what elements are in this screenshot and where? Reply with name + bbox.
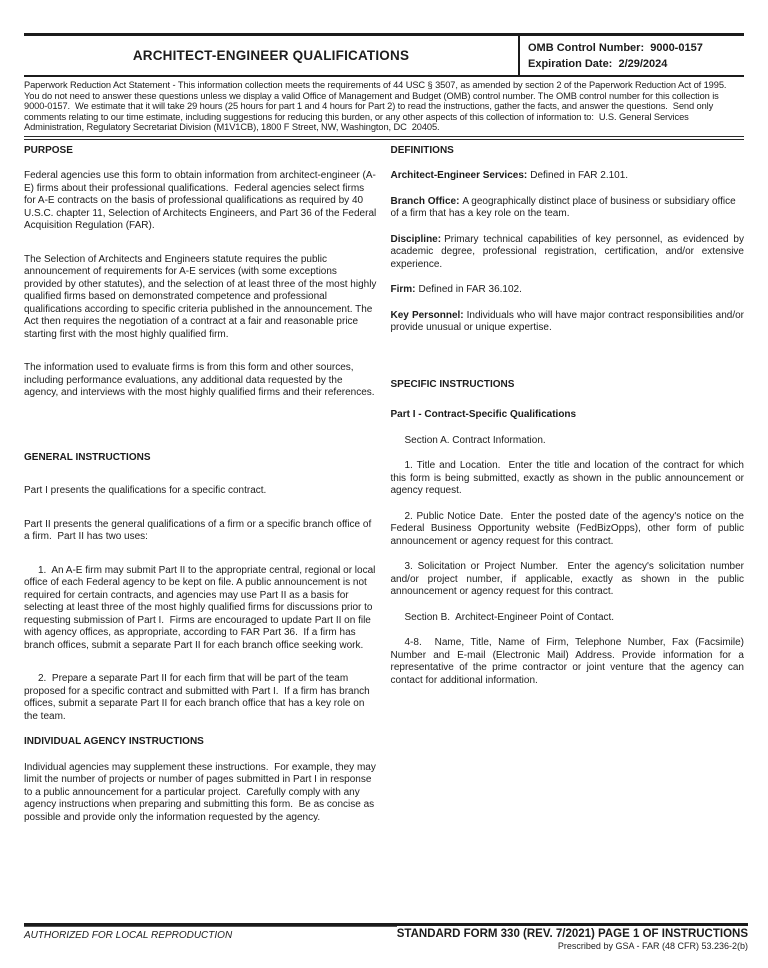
instruction-item-2: 2. Public Notice Date. Enter the posted date of the agency's notice on the Federal Business Opportunity website (FedBizOpps), other form of public announcement or agency request for this contract.	[390, 510, 747, 547]
page-footer	[24, 923, 748, 951]
instruction-item-1: 1. Title and Location. Enter the title and location of the contract for which this form is being submitted, exactly as shown in the public announcement or agency request.	[390, 460, 747, 497]
general-item-1: 1. An A-E firm may submit Part II to the appropriate central, regional or local office of each Federal agency to be kept on file. A public announcement is not required for certain contracts, and agencies may use Part II as a basis for selecting at least three of the most highly qualified firms for discussions prior to requesting submission of Part I. Firms are encouraged to update Part II on file with agency offices, as appropriate, according to FAR Part 36. If a firm has branch offices, submit a separate Part II for each branch office seeking work.	[24, 564, 379, 651]
definition-branch-office	[391, 196, 745, 221]
specific-instructions-heading: SPECIFIC INSTRUCTIONS	[390, 378, 515, 390]
omb-control-number: OMB Control Number: 9000-0157	[528, 41, 703, 54]
definition-term: Key Personnel:	[390, 309, 464, 321]
definition-text: Defined in FAR 36.102.	[418, 284, 522, 296]
definition-firm	[391, 284, 745, 297]
general-paragraph: Part II presents the general qualifications of a firm or a specific branch office of a firm. Part II has two uses:	[24, 518, 374, 543]
right-column	[391, 145, 745, 825]
section-a-label: Section A. Contract Information.	[404, 434, 546, 446]
definition-text: Defined in FAR 2.101.	[530, 170, 629, 182]
omb-box	[518, 36, 744, 75]
definition-text: Primary technical capabilities of key personnel, as evidenced by academic degree, professional registration, certification, and/or extensive experience.	[390, 233, 747, 270]
definitions-heading: DEFINITIONS	[390, 144, 454, 156]
instruction-item-3: 3. Solicitation or Project Number. Enter the agency's solicitation number and/or project number, if applicable, exactly as shown in the public announcement or agency request for this contract.	[390, 561, 747, 598]
part1-heading: Part I - Contract-Specific Qualifications	[390, 409, 577, 421]
agency-paragraph: Individual agencies may supplement these instructions. For example, they may limit the number of projects or number of pages submitted in Part I in response to a public announcement for a particular project. Carefully comply with any agency instructions when preparing and submitting this form. Be as concise as possible and provide only the information requested by the agency.	[24, 761, 379, 823]
footer-row	[24, 926, 748, 951]
page-content	[0, 33, 768, 824]
left-column	[24, 145, 378, 825]
definition-term: Firm:	[390, 284, 416, 296]
form-identifier	[397, 926, 748, 951]
purpose-paragraph: The Selection of Architects and Engineers statute requires the public announcement of requirements for A-E services (with some exceptions provided by other statutes), and the selection of at least three of the most highly qualified firms based on demonstrated competence and professional qualifications according to specific criteria published in the announcement. The Act then requires the negotiation of a contract at a fair and reasonable price starting first with the most highly qualified firm.	[24, 253, 380, 340]
purpose-heading: PURPOSE	[24, 144, 73, 156]
definition-key-personnel	[391, 310, 745, 335]
omb-expiration-date: Expiration Date: 2/29/2024	[528, 57, 668, 70]
purpose-paragraph: Federal agencies use this form to obtain information from architect-engineer (A-E) firms about their professional qualifications. Federal agencies select firms for A-E contracts on the basis of professional qualifications as required by 40 U.S.C. chapter 11, Selection of Architects Engineers, and Part 36 of the Federal Acquisition Regulation (FAR).	[24, 170, 379, 232]
general-item-2: 2. Prepare a separate Part II for each firm that will be part of the team proposed for a specific contract and submitted with Part I. If a firm has branch offices, submit a separate Part II for each branch office that has a key role on the team.	[24, 673, 373, 722]
form-header	[24, 33, 744, 77]
definition-text: A geographically distinct place of business or subsidiary office of a firm that has a key role on the team.	[390, 195, 739, 220]
definition-text: Individuals who will have major contract responsibilities and/or provide unusual or unique expertise.	[390, 309, 747, 334]
authorized-reproduction-label: AUTHORIZED FOR LOCAL REPRODUCTION	[24, 926, 397, 941]
purpose-paragraph: The information used to evaluate firms is from this form and other sources, including performance evaluations, any additional data requested by the agency, and interviews with the most highly qualified firms and their references.	[24, 362, 375, 399]
general-paragraph: Part I presents the qualifications for a specific contract.	[24, 485, 267, 497]
page-title: ARCHITECT-ENGINEER QUALIFICATIONS	[132, 48, 410, 63]
section-b-label: Section B. Architect-Engineer Point of Contact.	[404, 611, 615, 623]
section-divider-rule	[24, 136, 744, 140]
definition-term: Branch Office:	[390, 195, 460, 207]
instruction-item-4-8: 4-8. Name, Title, Name of Firm, Telephone Number, Fax (Facsimile) Number and E-mail (Electronic Mail) Address. Provide information for a representative of the prime contractor or joint venture that the agency can contact for additional information.	[390, 637, 747, 686]
general-instructions-heading: GENERAL INSTRUCTIONS	[24, 451, 151, 463]
body-columns	[24, 144, 747, 825]
definition-discipline	[391, 234, 745, 272]
definition-term: Architect-Engineer Services:	[390, 170, 528, 182]
definition-term: Discipline:	[390, 233, 442, 245]
title-cell	[24, 36, 518, 75]
prescribed-by-label: Prescribed by GSA - FAR (48 CFR) 53.236-2(b)	[557, 941, 748, 951]
standard-form-number: STANDARD FORM 330 (REV. 7/2021) PAGE 1 OF INSTRUCTIONS	[396, 928, 748, 940]
individual-agency-instructions-heading: INDIVIDUAL AGENCY INSTRUCTIONS	[24, 736, 204, 748]
definition-architect-engineer-services	[391, 170, 745, 183]
paperwork-reduction-act-statement: Paperwork Reduction Act Statement - This information collection meets the requirements of 44 USC § 3507, as amended by section 2 of the Paperwork Reduction Act of 1995. You do not need to answer these questions unless we display a valid Office of Management and Budget (OMB) control number. The OMB control number for this collection is 9000-0157. We estimate that it will take 29 hours (25 hours for part 1 and 4 hours for Part 2) to read the instructions, gather the facts, and answer the questions. Send only comments relating to our time estimate, including suggestions for reducing this burden, or any other aspects of this collection of information to: U.S. General Services Administration, Regulatory Secretariat Division (M1V1CB), 1800 F Street, NW, Washington, DC 20405.	[24, 80, 732, 133]
